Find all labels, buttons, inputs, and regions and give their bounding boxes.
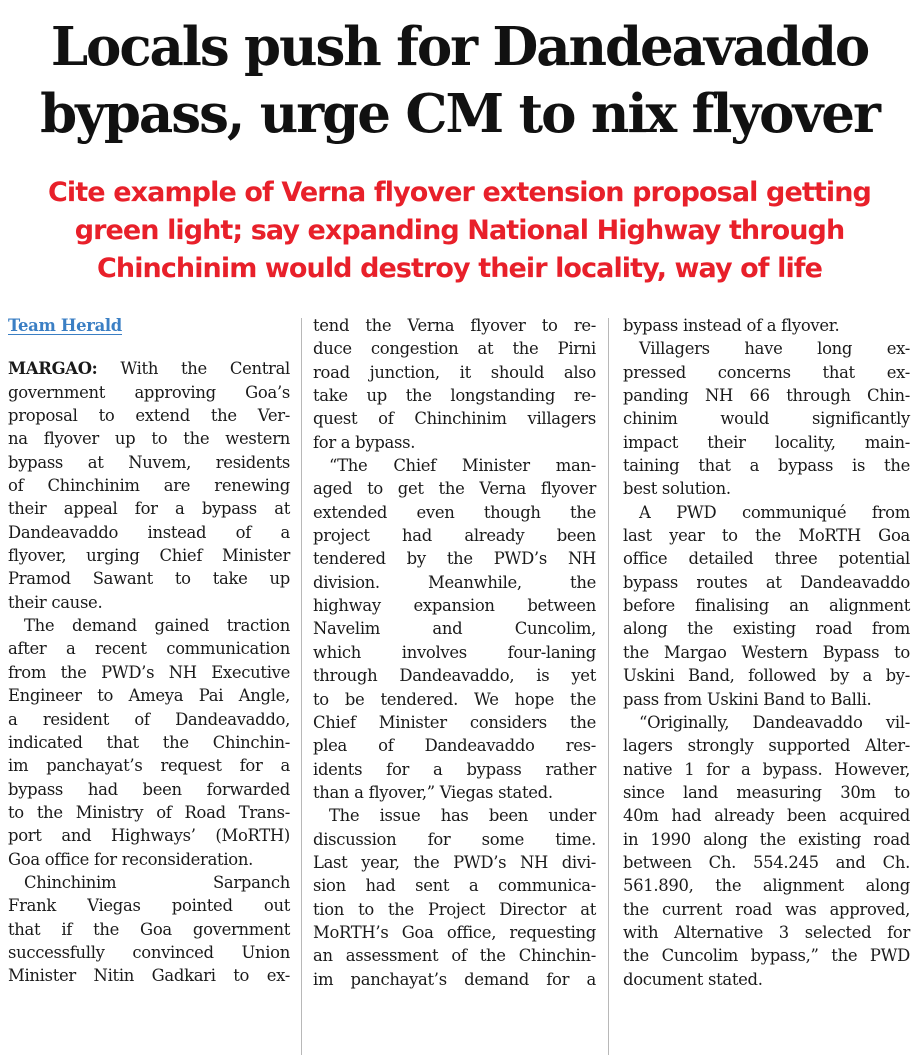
text-line: division. Meanwhile, the — [313, 572, 596, 592]
text-line: to be tendered. We hope the — [313, 689, 596, 709]
text-line: bypass routes at Dandeavaddo — [623, 572, 910, 592]
text-line: extended even though the — [313, 502, 596, 522]
text-line: highway expansion between — [313, 596, 596, 616]
text-line: than a flyover,” Viegas stated. — [313, 782, 553, 802]
text-line: office detailed three potential — [623, 549, 910, 569]
text-line: idents for a bypass rather — [313, 759, 596, 779]
text-line: a resident of Dandeavaddo, — [8, 709, 290, 729]
text-line: tion to the Project Director at — [313, 899, 596, 919]
text-line: with Alternative 3 selected for — [623, 922, 910, 942]
article-column-1 — [8, 314, 290, 988]
text-line: “Originally, Dandeavaddo vil- — [639, 712, 910, 732]
text-line: The issue has been under — [329, 806, 596, 826]
byline-link[interactable]: Team Herald — [8, 316, 122, 335]
text-line: bypass at Nuvem, residents — [8, 452, 290, 472]
text-line: to the Ministry of Road Trans- — [8, 802, 290, 822]
text-line: which involves four-laning — [313, 642, 596, 662]
headline-line: bypass, urge CM to nix flyover — [40, 83, 879, 145]
column-divider — [608, 318, 609, 1055]
text-line: sion had sent a communica- — [313, 876, 596, 896]
text-line: “The Chief Minister man- — [329, 456, 596, 476]
text-line: take up the longstanding re- — [313, 386, 596, 406]
text-line: bypass instead of a flyover. — [623, 316, 840, 335]
text-line: Frank Viegas pointed out — [8, 896, 290, 916]
text-line: indicated that the Chinchin- — [8, 732, 290, 752]
text-line: tend the Verna flyover to re- — [313, 316, 596, 335]
text-line: of Chinchinim are renewing — [8, 476, 290, 496]
subheadline-line: Chinchinim would destroy their locality, way of life — [97, 253, 822, 284]
text-line: native 1 for a bypass. However, — [623, 759, 910, 779]
text-line: A PWD communiqué from — [639, 502, 910, 522]
text-line: aged to get the Verna flyover — [313, 479, 596, 499]
text-line: last year to the MoRTH Goa — [623, 526, 910, 546]
text-line: na flyover up to the western — [8, 429, 290, 449]
text-line: along the existing road from — [623, 619, 910, 639]
text-line-rest: With the Central — [97, 359, 290, 379]
text-line: project had already been — [313, 526, 596, 546]
dateline: MARGAO: — [8, 359, 98, 379]
text-line: Engineer to Ameya Pai Angle, — [8, 686, 290, 706]
subheadline-line: green light; say expanding National Highway through — [74, 215, 845, 246]
text-line: plea of Dandeavaddo res- — [313, 736, 596, 756]
text-line: quest of Chinchinim villagers — [313, 409, 596, 429]
text-line: Chief Minister considers the — [313, 712, 596, 732]
subheadline-line: Cite example of Verna flyover extension proposal getting — [48, 177, 871, 208]
text-line: government approving Goa’s — [8, 382, 290, 402]
text-line — [8, 357, 290, 380]
text-line: Minister Nitin Gadkari to ex- — [8, 966, 290, 986]
text-line: Dandeavaddo instead of a — [8, 522, 290, 542]
text-line: best solution. — [623, 479, 731, 499]
text-line: through Dandeavaddo, is yet — [313, 666, 596, 686]
text-line: in 1990 along the existing road — [623, 829, 910, 849]
text-line: Uskini Band, followed by a by- — [623, 666, 910, 686]
text-line: Last year, the PWD’s NH divi- — [313, 852, 596, 872]
text-line: chinim would significantly — [623, 409, 910, 429]
text-line: before finalising an alignment — [623, 596, 910, 616]
text-line: since land measuring 30m to — [623, 782, 910, 802]
text-line: flyover, urging Chief Minister — [8, 546, 290, 566]
text-line: 40m had already been acquired — [623, 806, 910, 826]
text-line: their cause. — [8, 592, 103, 612]
text-line: pressed concerns that ex- — [623, 362, 910, 382]
text-line: road junction, it should also — [313, 362, 596, 382]
text-line: The demand gained traction — [24, 616, 290, 636]
text-line: for a bypass. — [313, 432, 416, 452]
text-line: successfully convinced Union — [8, 942, 290, 962]
text-line: the Margao Western Bypass to — [623, 642, 910, 662]
text-line: im panchayat’s demand for a — [313, 969, 596, 989]
text-line: the Cuncolim bypass,” the PWD — [623, 946, 910, 966]
text-line: Chinchinim Sarpanch — [24, 872, 290, 892]
text-line: tendered by the PWD’s NH — [313, 549, 596, 569]
text-line: Pramod Sawant to take up — [8, 569, 290, 589]
text-line: an assessment of the Chinchin- — [313, 946, 596, 966]
article-column-2 — [313, 314, 596, 991]
text-line: panding NH 66 through Chin- — [623, 386, 910, 406]
text-line: the current road was approved, — [623, 899, 910, 919]
text-line: lagers strongly supported Alter- — [623, 736, 910, 756]
text-line: proposal to extend the Ver- — [8, 406, 290, 426]
text-line: im panchayat’s request for a — [8, 756, 290, 776]
subheadline — [0, 174, 919, 288]
text-line: taining that a bypass is the — [623, 456, 910, 476]
column-divider — [301, 318, 302, 1055]
text-line: port and Highways’ (MoRTH) — [8, 826, 290, 846]
text-line: their appeal for a bypass at — [8, 499, 290, 519]
text-line: that if the Goa government — [8, 919, 290, 939]
article-column-3 — [623, 314, 910, 991]
text-line: discussion for some time. — [313, 829, 596, 849]
text-line: impact their locality, main- — [623, 432, 910, 452]
text-line: document stated. — [623, 969, 763, 989]
headline — [0, 14, 919, 148]
text-line: bypass had been forwarded — [8, 779, 290, 799]
headline-line: Locals push for Dandeavaddo — [50, 16, 869, 78]
text-line: duce congestion at the Pirni — [313, 339, 596, 359]
text-line: between Ch. 554.245 and Ch. — [623, 852, 910, 872]
text-line: 561.890, the alignment along — [623, 876, 910, 896]
text-line: Goa office for reconsideration. — [8, 849, 254, 869]
text-line: MoRTH’s Goa office, requesting — [313, 922, 596, 942]
text-line: Villagers have long ex- — [639, 339, 910, 359]
text-line: pass from Uskini Band to Balli. — [623, 689, 872, 709]
text-line: after a recent communication — [8, 639, 290, 659]
text-line: Navelim and Cuncolim, — [313, 619, 596, 639]
text-line: from the PWD’s NH Executive — [8, 662, 290, 682]
